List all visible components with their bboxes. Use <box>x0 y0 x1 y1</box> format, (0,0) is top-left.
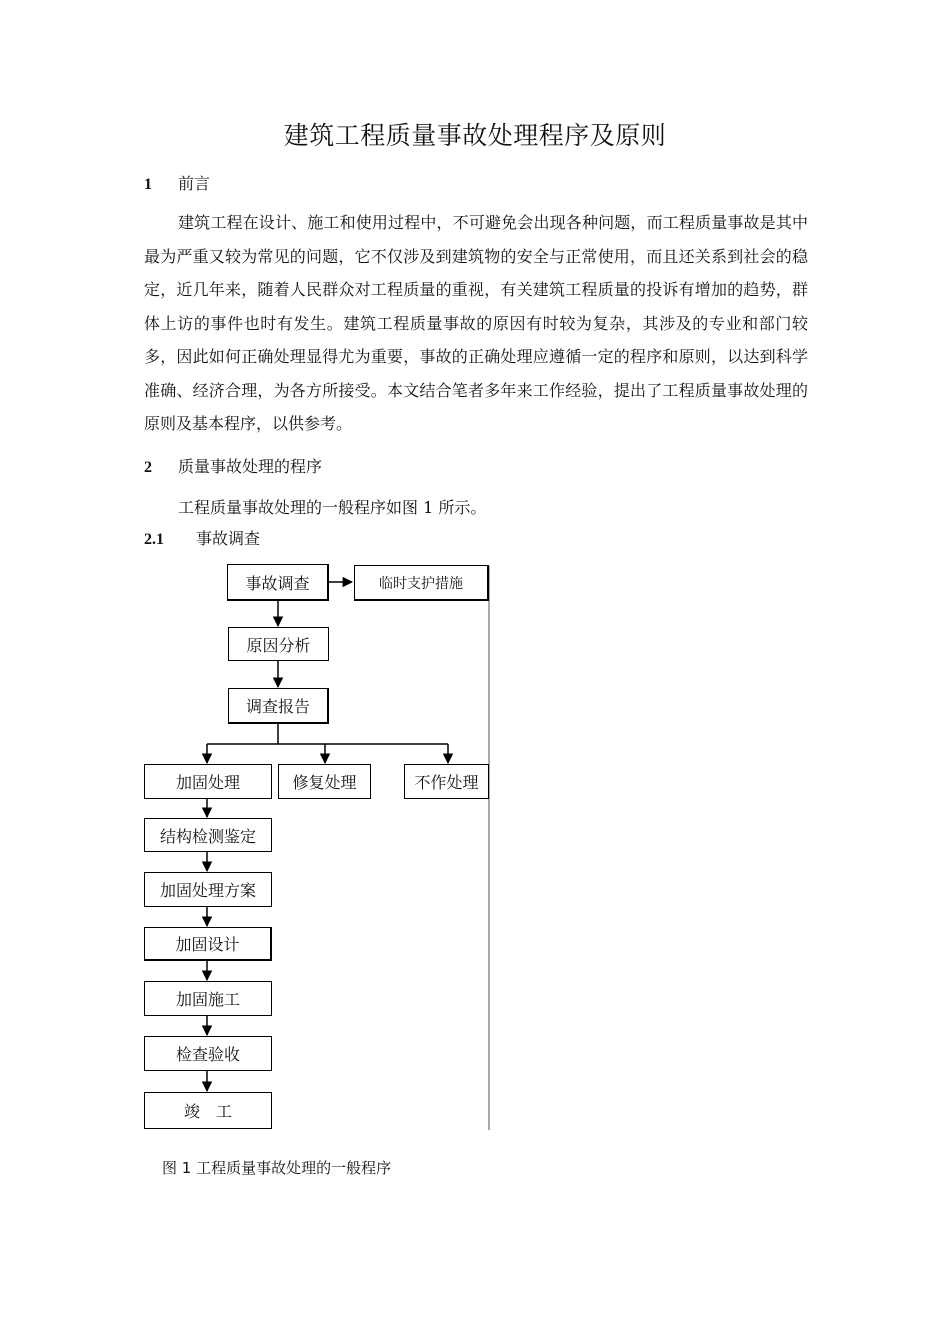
flow-node-repair: 修复处理 <box>278 764 371 799</box>
procedure-paragraph: 工程质量事故处理的一般程序如图 1 所示。 <box>178 498 487 517</box>
flow-node-investigation: 事故调查 <box>227 564 329 601</box>
flow-node-reinforce-plan: 加固处理方案 <box>144 872 272 907</box>
intro-paragraph: 建筑工程在设计、施工和使用过程中，不可避免会出现各种问题，而工程质量事故是其中最为严重又较为常见的问题，它不仅涉及到建筑物的安全与正常使用，而且还关系到社会的稳定，近几年来，随着人民群众对工程质量的重视，有关建筑工程质量的投诉有增加的趋势，群体上访的事件也时有发生。建筑工程质量事故的原因有时较为复杂，其涉及的专业和部门较多，因此如何正确处理显得尤为重要，事故的正确处理应遵循一定的程序和原则，以达到科学准确、经济合理，为各方所接受。本文结合笔者多年来工作经验，提出了工程质量事故处理的原则及基本程序，以供参考。 <box>144 213 808 433</box>
document-title: 建筑工程质量事故处理程序及原则 <box>283 121 667 150</box>
figure-caption: 图 1 工程质量事故处理的一般程序 <box>162 1159 392 1177</box>
section-title: 事故调查 <box>196 529 261 548</box>
flow-node-cause-analysis: 原因分析 <box>228 627 329 661</box>
flow-node-completion: 竣 工 <box>144 1092 272 1129</box>
section-number: 2.1 <box>144 531 164 548</box>
flow-node-no-action: 不作处理 <box>404 764 489 799</box>
flow-node-reinforce-design: 加固设计 <box>144 927 272 961</box>
flow-node-report: 调查报告 <box>228 688 329 724</box>
flow-node-inspection-acceptance: 检查验收 <box>144 1036 272 1071</box>
section-number: 1 <box>144 176 152 193</box>
flow-node-reinforce-construction: 加固施工 <box>144 981 272 1016</box>
flow-node-structure-inspection: 结构检测鉴定 <box>144 818 272 852</box>
section-title: 前言 <box>178 174 211 193</box>
section-title: 质量事故处理的程序 <box>178 457 323 476</box>
flow-node-reinforce: 加固处理 <box>144 764 272 799</box>
flow-node-temporary-support: 临时支护措施 <box>354 565 489 601</box>
section-number: 2 <box>144 459 152 476</box>
